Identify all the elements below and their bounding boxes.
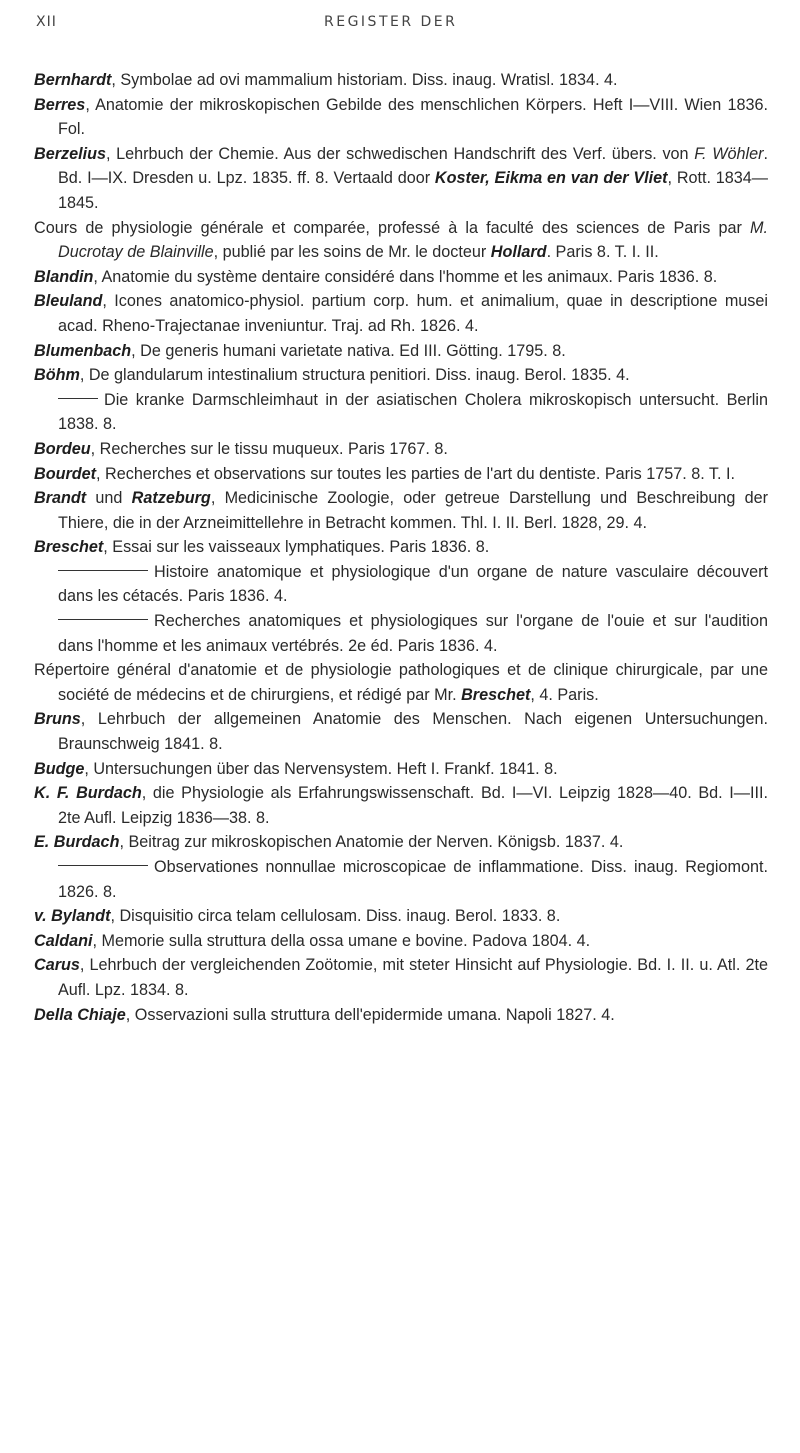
bibliography-entry xyxy=(34,855,768,904)
entry-text: , Memorie sulla struttura della ossa umane e bovine. Padova 1804. 4. xyxy=(92,931,591,950)
entry-text: Cours de physiologie générale et comparée, professé à la faculté des sciences de Paris par xyxy=(34,218,751,237)
bibliography-entry xyxy=(34,830,768,855)
entry-text: , Beitrag zur mikroskopischen Anatomie der Nerven. Königsb. 1837. 4. xyxy=(119,833,624,852)
entry-author: Bourdet xyxy=(34,464,97,483)
entry-author: Blumenbach xyxy=(34,341,132,360)
bibliography-entry xyxy=(34,658,768,707)
entry-author: Bordeu xyxy=(34,439,91,458)
bibliography-entry xyxy=(34,216,768,265)
entry-author: Caldani xyxy=(34,931,93,950)
entry-tail: , publié par les soins de Mr. le docteur xyxy=(213,243,491,262)
entry-author: Brandt xyxy=(34,489,87,508)
entry-text: , Lehrbuch der Chemie. Aus der schwedischen Handschrift des Verf. übers. von xyxy=(105,144,695,163)
entry-tail2: . Paris 8. T. I. II. xyxy=(546,243,659,262)
entry-editor: Ratzeburg xyxy=(131,489,211,508)
entry-text: , Osservazioni sulla struttura dell'epidermide umana. Napoli 1827. 4. xyxy=(125,1005,615,1024)
bibliography-entry xyxy=(34,535,768,560)
entry-author: Bruns xyxy=(34,710,81,729)
bibliography-entry xyxy=(34,560,768,609)
entry-extra: Hollard xyxy=(490,243,547,262)
entry-text: , De generis humani varietate nativa. Ed III. Götting. 1795. 8. xyxy=(131,341,566,360)
bibliography-entry xyxy=(34,462,768,487)
entry-author: E. Burdach xyxy=(34,833,120,852)
bibliography-entry xyxy=(34,363,768,388)
entry-author: Breschet xyxy=(461,685,531,704)
bibliography-entry xyxy=(34,781,768,830)
entry-tail: , 4. Paris. xyxy=(530,685,599,704)
entry-author: K. F. Burdach xyxy=(34,784,142,803)
entry-text: , Untersuchungen über das Nervensystem. Heft I. Frankf. 1841. 8. xyxy=(84,759,558,778)
bibliography-entry xyxy=(34,486,768,535)
entry-text: , die Physiologie als Erfahrungswissenschaft. Bd. I—VI. Leipzig 1828—40. Bd. I—III. 2te Aufl. Leipzig 1836—38. 8. xyxy=(58,784,768,827)
entry-text: Recherches anatomiques et physiologiques sur l'organe de l'ouie et sur l'audition dans l'homme et les animaux vertébrés. 2e éd. Paris 1836. 4. xyxy=(58,612,768,655)
entry-extra: Koster, Eikma en van der Vliet xyxy=(434,169,668,188)
bibliography-entry xyxy=(34,68,768,93)
ditto-dash xyxy=(58,619,148,620)
entry-text: , Anatomie der mikroskopischen Gebilde des menschlichen Körpers. Heft I—VIII. Wien 1836. Fol. xyxy=(58,95,768,139)
bibliography-entry xyxy=(34,609,768,658)
bibliography-entry xyxy=(34,93,768,142)
entry-text: , Anatomie du système dentaire considéré dans l'homme et les animaux. Paris 1836. 8. xyxy=(93,267,718,286)
bibliography-entry xyxy=(34,1003,768,1028)
entry-editor: M. Ducrotay de Blainville xyxy=(58,218,768,262)
ditto-dash xyxy=(58,398,98,399)
bibliography-entry xyxy=(34,339,768,364)
entry-text: , Icones anatomico-physiol. partium corp. hum. et animalium, quae in descriptione musei acad. Rheno-Trajectanae inveniuntur. Traj. ad Rh. 1826. 4. xyxy=(58,292,768,335)
bibliography-entry xyxy=(34,757,768,782)
entry-text: , Recherches et observations sur toutes les parties de l'art du dentiste. Paris 1757. 8. T. I. xyxy=(96,464,735,483)
page-header xyxy=(34,10,768,50)
entry-text: , Lehrbuch der vergleichenden Zoötomie, mit steter Hinsicht auf Physiologie. Bd. I. II. u. Atl. 2te Aufl. Lpz. 1834. 8. xyxy=(58,956,768,999)
entry-author: Böhm xyxy=(34,366,80,385)
entry-editor: F. Wöhler xyxy=(694,144,764,163)
entry-author: Blandin xyxy=(34,267,94,286)
bibliography-entry xyxy=(34,707,768,756)
entry-tail2: , Rott. 1834—1845. xyxy=(58,169,768,212)
ditto-dash xyxy=(58,865,148,866)
entry-author: Bernhardt xyxy=(34,71,112,89)
document-page xyxy=(34,0,768,1453)
entry-text: Répertoire général d'anatomie et de physiologie pathologiques et de clinique chirurgicale, par une société de médecins et de chirurgiens, et rédigé par Mr. xyxy=(34,661,768,704)
entry-author: Berres xyxy=(34,95,86,114)
bibliography-entry xyxy=(34,953,768,1002)
entry-author: Carus xyxy=(34,956,80,975)
entry-author: Budge xyxy=(34,759,85,778)
entry-text: Die kranke Darmschleimhaut in der asiatischen Cholera mikroskopisch untersucht. Berlin 1838. 8. xyxy=(58,390,768,434)
entry-text: , Symbolae ad ovi mammalium historiam. Diss. inaug. Wratisl. 1834. 4. xyxy=(111,71,618,89)
entry-text: , Lehrbuch der allgemeinen Anatomie des Menschen. Nach eigenen Untersuchungen. Braunschweig 1841. 8. xyxy=(58,710,768,754)
entry-text: , Essai sur les vaisseaux lymphatiques. Paris 1836. 8. xyxy=(103,538,490,557)
entry-text: und xyxy=(86,489,132,508)
running-title: REGISTER DER xyxy=(324,14,458,30)
bibliography-entry xyxy=(34,265,768,290)
bibliography-entry xyxy=(34,142,768,216)
entry-text: , Recherches sur le tissu muqueux. Paris 1767. 8. xyxy=(90,439,448,458)
page-number: XII xyxy=(36,14,57,30)
bibliography-entry xyxy=(34,904,768,929)
entry-text: Histoire anatomique et physiologique d'un organe de nature vasculaire découvert dans les cétacés. Paris 1836. 4. xyxy=(58,562,768,606)
bibliography-entry xyxy=(34,929,768,954)
bibliography-entry xyxy=(34,388,768,437)
bibliography-entry xyxy=(34,289,768,338)
entry-author: v. Bylandt xyxy=(34,907,111,926)
entry-text: Observationes nonnullae microscopicae de inflammatione. Diss. inaug. Regiomont. 1826. 8. xyxy=(58,858,768,901)
entry-author: Della Chiaje xyxy=(34,1005,126,1024)
entry-tail: . Bd. I—IX. Dresden u. Lpz. 1835. ff. 8. Vertaald door xyxy=(58,144,769,188)
ditto-dash xyxy=(58,570,148,571)
entry-tail: , Medicinische Zoologie, oder getreue Darstellung und Beschreibung der Thiere, die in der Arzneimittellehre in Betracht kommen. Thl. I. II. Berl. 1828, 29. 4. xyxy=(58,489,768,532)
entry-author: Breschet xyxy=(34,538,104,557)
entry-text: , De glandularum intestinalium structura penitiori. Diss. inaug. Berol. 1835. 4. xyxy=(79,366,630,385)
bibliography-list xyxy=(34,68,768,1027)
bibliography-entry xyxy=(34,437,768,462)
entry-text: , Disquisitio circa telam cellulosam. Diss. inaug. Berol. 1833. 8. xyxy=(110,907,561,926)
entry-author: Berzelius xyxy=(34,144,106,163)
entry-author: Bleuland xyxy=(34,292,103,311)
